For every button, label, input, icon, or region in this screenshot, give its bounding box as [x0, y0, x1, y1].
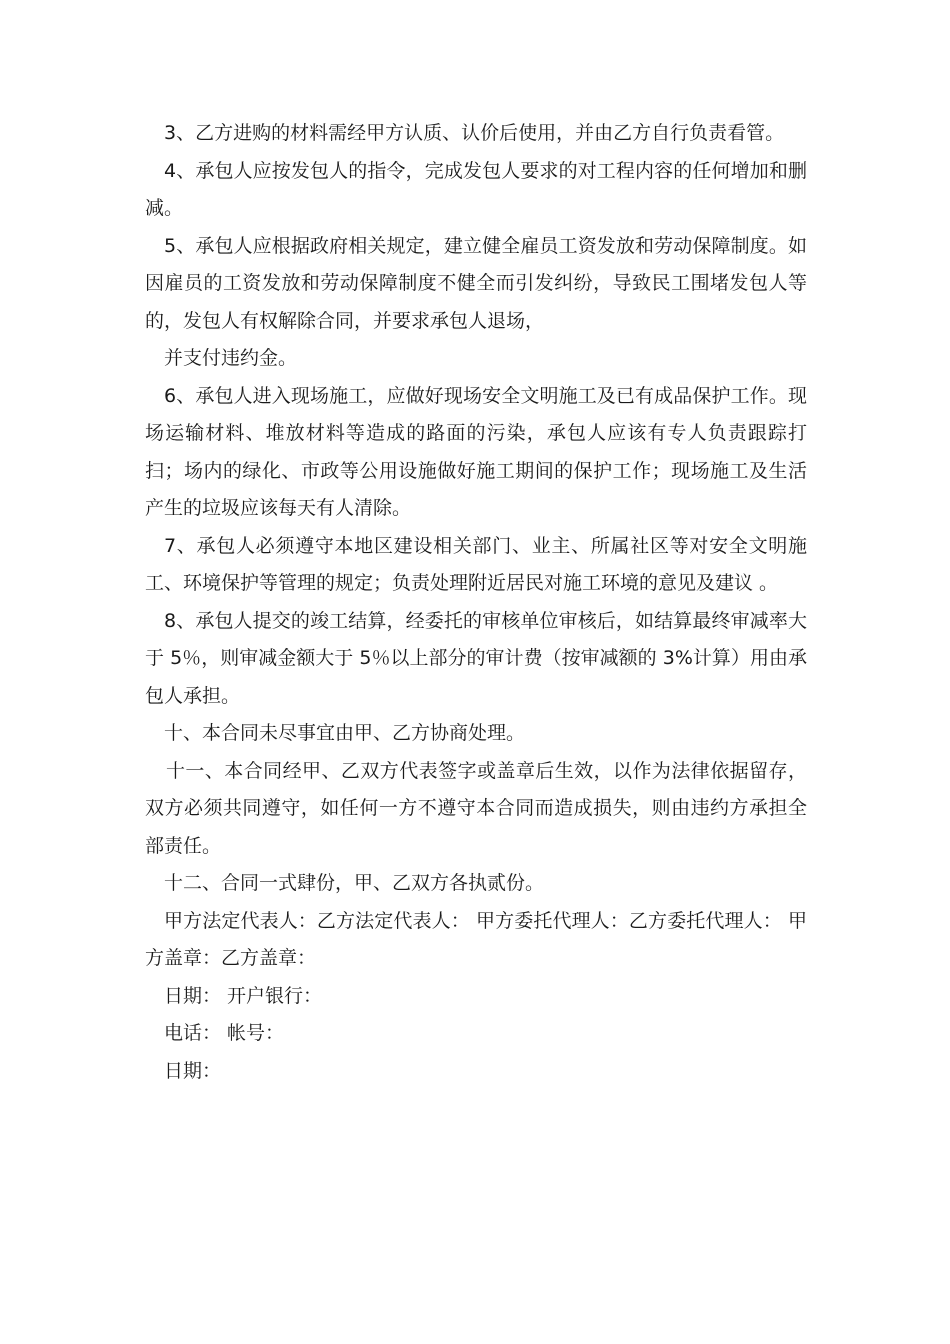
clause-5: 5、承包人应根据政府相关规定，建立健全雇员工资发放和劳动保障制度。如因雇员的工资发放和劳动保障制度不健全而引发纠纷，导致民工围堵发包人等的，发包人有权解除合同，并要求承包人退场， — [145, 234, 807, 332]
article-10: 十、本合同未尽事宜由甲、乙方协商处理。 — [164, 722, 526, 744]
date-line: 日期： — [164, 1059, 222, 1082]
clause-6: 6、承包人进入现场施工，应做好现场安全文明施工及已有成品保护工作。现场运输材料、堆放材料等造成的路面的污染，承包人应该有专人负责跟踪打扫；场内的绿化、市政等公用设施做好施工期间的保护工作；现场施工及生活产生的垃圾应该每天有人清除。 — [145, 384, 807, 519]
clause-5-continued: 并支付违约金。 — [164, 347, 298, 369]
article-11: 十一、本合同经甲、乙双方代表签字或盖章后生效，以作为法律依据留存，双方必须共同遵守，如任何一方不遵守本合同而造成损失，则由违约方承担全部责任。 — [145, 759, 807, 857]
clause-8: 8、承包人提交的竣工结算，经委托的审核单位审核后，如结算最终审减率大于 5％，则审减金额大于 5％以上部分的审计费（按审减额的 3%计算）用由承包人承担。 — [145, 609, 807, 707]
date-bank-line: 日期： 开户银行： — [164, 984, 323, 1007]
clause-3: 3、乙方进购的材料需经甲方认质、认价后使用，并由乙方自行负责看管。 — [164, 122, 785, 144]
clause-4: 4、承包人应按发包人的指令，完成发包人要求的对工程内容的任何增加和删减。 — [145, 159, 807, 219]
clause-7: 7、承包人必须遵守本地区建设相关部门、业主、所属社区等对安全文明施工、环境保护等管理的规定；负责处理附近居民对施工环境的意见及建议 。 — [145, 534, 807, 594]
document-body — [145, 115, 807, 1090]
signature-block: 甲方法定代表人：乙方法定代表人： 甲方委托代理人：乙方委托代理人： 甲方盖章：乙方盖章： — [145, 909, 807, 969]
phone-account-line: 电话： 帐号： — [164, 1022, 285, 1044]
article-12: 十二、合同一式肆份，甲、乙双方各执贰份。 — [164, 872, 545, 894]
